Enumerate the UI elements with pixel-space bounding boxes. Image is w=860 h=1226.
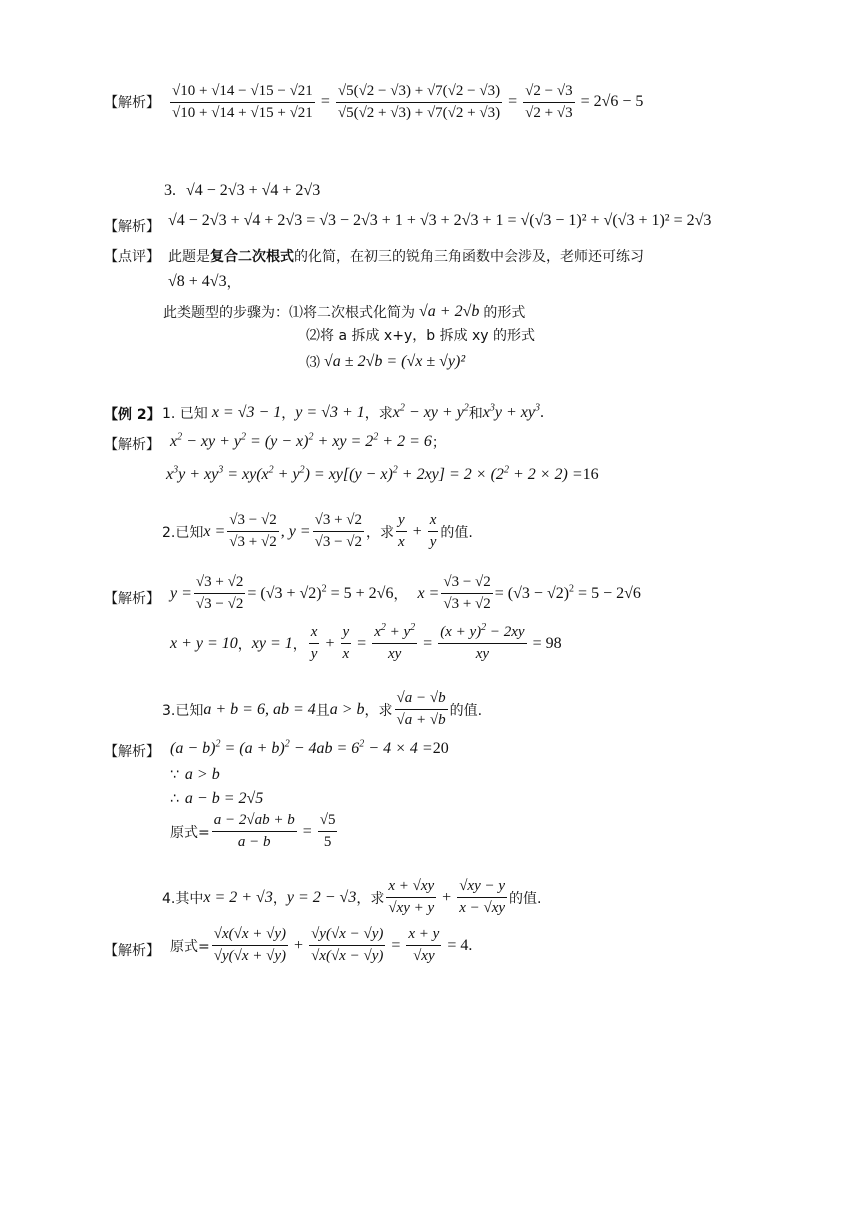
question-4-row: 4.其中 x = 2 + √3 ， y = 2 − √3 ，求 $\frac{x + √xy}{√xy + y}$ + $\frac{√xy - y}{x - √xy}$ 的值. [162,878,542,916]
result-value: 98 [545,634,562,652]
question-text: 4.其中 [162,890,204,907]
comment-keyword: 复合二次根式 [210,249,294,265]
math-expression: $(a - b)^2 = (a + b)^2 - 4ab = 6^2 - 4 \times 4$ = 20 [170,738,449,757]
comment-text: 的化简，在初三的锐角三角函数中会涉及，老师还可练习 [294,249,644,265]
comment-label: 【点评】 [104,249,160,265]
because-symbol: ∵ [170,767,179,783]
solution-label: 【解析】 [104,437,160,453]
solution-label: 【解析】 [104,744,160,760]
steps-text: ⑶ [306,355,320,371]
expression-label: 原式= [170,824,210,841]
math-expression: $x^2$ − xy + $y^2 = (y - x)^2$ + xy = $2^2 + 2 = 6$ ； [170,431,446,451]
math-expression: 原式= $\frac{√x(√x + √y)}{√y(√x + √y)}$ + $\frac{√y(√x - √y)}{√x(√x - √y)}$ = $\frac{x + y}{√xy}$ = 4 . [170,926,473,964]
question-text: 2.已知 [162,524,204,541]
question-text: ，求 [364,702,393,719]
question-text: 和 [468,406,483,422]
math-expression: √4 − 2√3 + √4 + 2√3 = √3 − 2√3 + 1 + √3 + 2√3 + 1 = √(√3 − 1)² + √(√3 + 1)² = 2√3 [168,212,712,229]
example-2-q1: 1. 已知 x = √3 − 1 ， y = √3 + 1 ，求 $x^2$ − xy + $y^2$ 和 $x^3y + xy^3$ . [162,402,545,422]
steps-text: ⑵将 a 拆成 x+y，b 拆成 xy 的形式 [306,328,536,344]
math-expression: $x^3y + xy^3 = xy(x^2 + y^2) = xy[(y - x)^2 + 2xy] = 2 \times (2^2 + 2 \times 2)$ = 16 [166,464,599,483]
question-text: 1. 已知 [162,406,208,422]
steps-line-1: 此类题型的步骤为：⑴将二次根式化简为 √a + 2√b 的形式 [163,303,526,321]
solution-label: 【解析】 [104,591,160,607]
question-text: ，求 [356,890,385,907]
question-text: 的值. [449,702,483,719]
solution-label: 【解析】 [104,219,160,235]
result-value: 20 [432,740,449,757]
question-text: ，求 [366,524,395,541]
expression-label: 原式= [170,938,210,955]
comment-line-1 [168,246,644,266]
math-expression: ∴ a − b = 2√5 [170,790,264,807]
solution-label: 【解析】 [104,943,160,959]
solution-label: 【解析】 [104,95,160,111]
example-label: 【例 2】 [104,407,161,423]
therefore-symbol: ∴ [170,791,179,807]
question-3b-row: 3.已知 a + b = 6 , ab = 4 且 a > b ，求 $\frac{√a - √b}{√a + √b}$ 的值. [162,690,483,728]
steps-line-3: ⑶ √a ± 2√b = (√x ± √y)² [306,353,466,371]
question-text: 的值. [440,524,473,541]
steps-text: 的形式 [483,305,526,321]
comment-line-2: √8 + 4√3 ， [168,273,241,291]
question-2-row: 2.已知 x = $\frac{√3 - √2}{√3 + √2}$ , y = $\frac{√3 + √2}{√3 - √2}$ ，求 $\frac{y}{x}$ + $\frac{x}{y}$ 的值. [162,512,473,550]
steps-line-2 [306,325,535,345]
math-expression: 原式= $\frac{a - 2√ab + b}{a - b}$ = $\frac{√5}{5}$ [170,812,336,850]
question-number: 3. [164,182,176,199]
comma: ， [226,275,241,291]
math-expression: y = $\frac{√3 + √2}{√3 - √2}$ = $(√3 + √2)^2 = 5 + 2√6$ ， x = $\frac{√3 - √2}{√3 + √2}$ = $(√3 - √2)^2 = 5 - 2√6$ [170,574,641,612]
question-3-row: 3. √4 − 2√3 + √4 + 2√3 [164,182,321,199]
result-value: 16 [582,466,599,483]
steps-text: 此类题型的步骤为：⑴将二次根式化简为 [163,305,415,321]
math-expression: $\frac{√10 + √14 - √15 - √21}{√10 + √14 + √15 + √21}$ = $\frac{√5(√2 - √3) + √7(√2 - √3)}{√5(√2 + √3) + √7(√2 + √3)}$ = $\frac{√2 - √3}{√2 + √3}$ = 2√6 − 5 [172,82,644,121]
question-text: 的值. [509,890,542,907]
question-text: ，求 [364,406,393,422]
comment-text: 此题是 [168,249,210,265]
question-text: 3.已知 [162,702,204,719]
question-text: 且 [315,702,330,719]
result-value: 4 [460,936,469,954]
math-expression: x + y = 10 ， xy = 1 ， $\frac{x}{y}$ + $\frac{y}{x}$ = $\frac{x^2 + y^2}{xy}$ = $\frac{(x + y)^2 - 2xy}{xy}$ = 98 [170,622,562,662]
math-expression: ∵ a > b [170,766,220,783]
